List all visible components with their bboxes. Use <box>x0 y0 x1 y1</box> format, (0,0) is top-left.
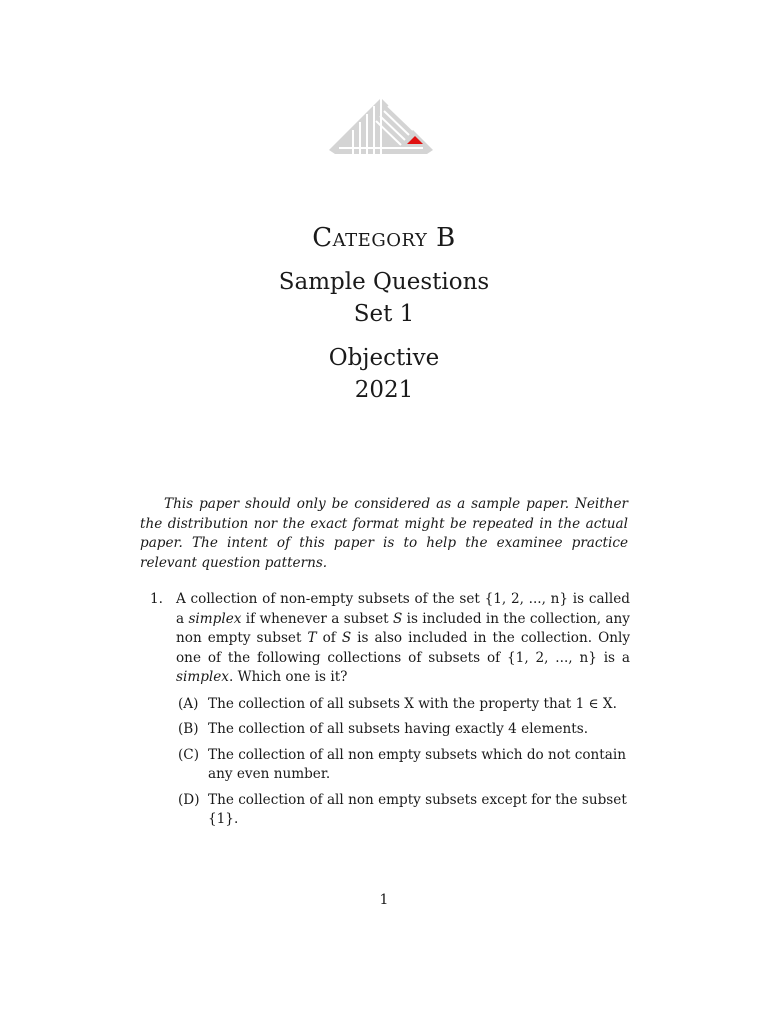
question-1 <box>150 590 630 836</box>
sample-questions-title: Sample Questions <box>278 269 490 295</box>
option-a <box>178 695 630 715</box>
title-block <box>0 218 768 406</box>
question-stem: A collection of non-empty subsets of the set {1, 2, ..., n} is called a simplex if whenever a subset S is included in the collection, any non empty subset T of S is also included in the collection. Only one of the following collections of subsets of {1, 2, ..., n} is a simplex. Which one is it? <box>176 591 631 685</box>
option-text: The collection of all non empty subsets which do not contain any even number. <box>208 746 626 782</box>
option-label: (D) <box>178 791 200 808</box>
question-number: 1. <box>150 591 163 607</box>
option-label: (C) <box>178 746 200 763</box>
option-text: The collection of all subsets having exactly 4 elements. <box>208 721 589 737</box>
option-d <box>178 791 630 830</box>
category-title: Category B <box>312 223 456 253</box>
option-label: (A) <box>178 695 199 712</box>
option-label: (B) <box>178 721 199 737</box>
disclaimer-paragraph: This paper should only be considered as a sample paper. Neither the distribution nor the exact format might be repeated in the actual paper. The intent of this paper is to help the examinee practice relevant question patterns. <box>140 496 628 571</box>
objective-title: Objective <box>328 345 440 371</box>
answer-options <box>178 695 630 830</box>
option-c <box>178 746 630 785</box>
page-number: 1 <box>379 892 389 908</box>
option-text: The collection of all non empty subsets except for the subset {1}. <box>208 791 627 827</box>
institute-logo-icon <box>327 94 435 156</box>
set-title: Set 1 <box>353 301 415 327</box>
option-text: The collection of all subsets X with the property that 1 ∈ X. <box>208 695 617 712</box>
year-title: 2021 <box>354 377 414 403</box>
option-b <box>178 720 630 740</box>
